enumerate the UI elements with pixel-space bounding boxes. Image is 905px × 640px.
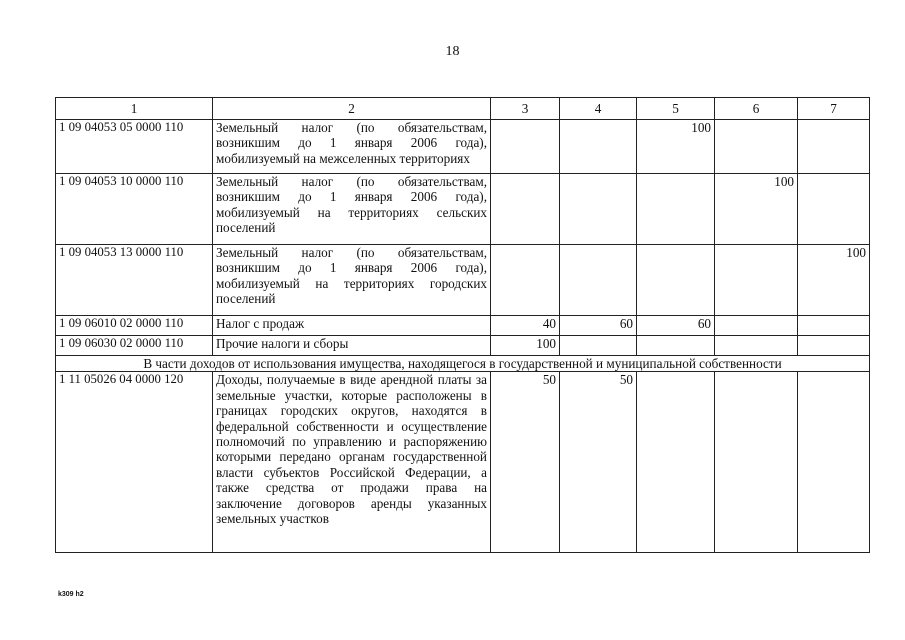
revenue-name: Доходы, получаемые в виде арендной платы за земельные участки, которые расположены в границах городских округов, находятся в федеральной собственности и осуществление полномочий по управлению и распоряжению которыми передано органам государственной власти субъектов Российской Федерации, а также средства от продажи права на заключение договоров аренды указанных земельных участков [213,372,491,553]
table-row [56,245,870,316]
column-header: 5 [637,98,715,120]
value-col5 [637,245,715,316]
value-col6 [715,120,798,174]
value-col4 [560,174,637,245]
value-col7 [798,174,870,245]
value-col4 [560,120,637,174]
table-row [56,372,870,553]
value-col6: 100 [715,174,798,245]
value-col7 [798,316,870,336]
column-header: 2 [213,98,491,120]
value-col3 [491,120,560,174]
budget-code: 1 09 04053 05 0000 110 [56,120,213,174]
value-col3 [491,245,560,316]
value-col3: 40 [491,316,560,336]
budget-code: 1 09 04053 13 0000 110 [56,245,213,316]
revenue-classification-table [55,97,870,553]
value-col6 [715,372,798,553]
value-col7 [798,372,870,553]
value-col7: 100 [798,245,870,316]
budget-code: 1 11 05026 04 0000 120 [56,372,213,553]
table-row [56,120,870,174]
value-col4: 50 [560,372,637,553]
value-col4: 60 [560,316,637,336]
value-col3: 100 [491,336,560,356]
value-col5 [637,336,715,356]
column-header: 7 [798,98,870,120]
table-row [56,336,870,356]
value-col6 [715,336,798,356]
value-col7 [798,120,870,174]
value-col5: 100 [637,120,715,174]
budget-code: 1 09 06030 02 0000 110 [56,336,213,356]
table-row [56,316,870,336]
value-col5: 60 [637,316,715,336]
column-header: 4 [560,98,637,120]
budget-code: 1 09 04053 10 0000 110 [56,174,213,245]
budget-code: 1 09 06010 02 0000 110 [56,316,213,336]
document-footer-code: k309 h2 [58,591,84,598]
page-number: 18 [445,44,460,59]
revenue-name: Земельный налог (по обязательствам, возникшим до 1 января 2006 года), мобилизуемый на территориях сельских поселений [213,174,491,245]
value-col7 [798,336,870,356]
section-header-row [56,356,870,372]
revenue-name: Земельный налог (по обязательствам, возникшим до 1 января 2006 года), мобилизуемый на территориях городских поселений [213,245,491,316]
value-col4 [560,336,637,356]
column-header: 1 [56,98,213,120]
value-col5 [637,372,715,553]
value-col6 [715,245,798,316]
value-col5 [637,174,715,245]
revenue-name: Прочие налоги и сборы [213,336,491,356]
table-row [56,174,870,245]
value-col4 [560,245,637,316]
revenue-name: Земельный налог (по обязательствам, возникшим до 1 января 2006 года), мобилизуемый на межселенных территориях [213,120,491,174]
column-header: 3 [491,98,560,120]
section-header: В части доходов от использования имущества, находящегося в государственной и муниципальной собственности [56,356,870,372]
column-number-row [56,98,870,120]
column-header: 6 [715,98,798,120]
value-col6 [715,316,798,336]
value-col3: 50 [491,372,560,553]
value-col3 [491,174,560,245]
revenue-name: Налог с продаж [213,316,491,336]
